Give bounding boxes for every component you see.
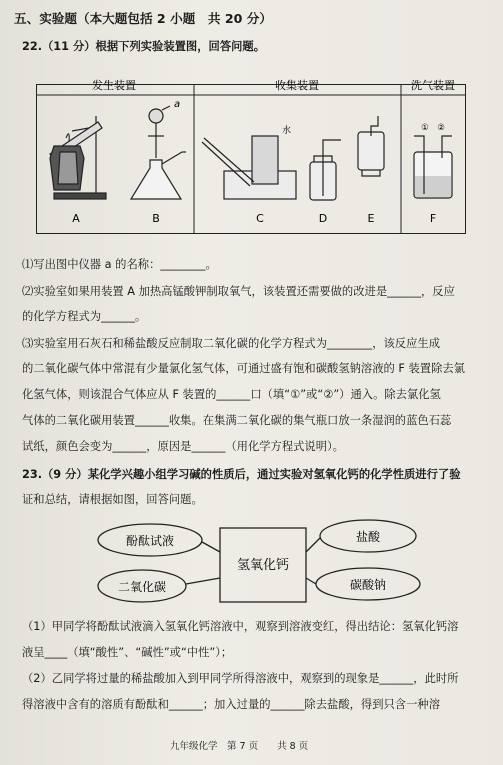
calcium-hydroxide-diagram xyxy=(96,516,426,612)
label-C: C xyxy=(256,212,264,225)
label-a-pointer: a xyxy=(174,99,181,110)
apparatus-a xyxy=(50,116,106,199)
q23-sub-line-4: 得溶液中含有的溶质有酚酞和______；加入过量的______除去盐酸，得到只含一种溶 xyxy=(22,698,440,711)
q22-line-1: ⑴写出图中仪器 a 的名称：________。 xyxy=(22,258,217,271)
q23-line-1: 23.（9 分）某化学兴趣小组学习碱的性质后，通过实验对氢氧化钙的化学性质进行了验 xyxy=(22,468,461,481)
q22-line-6: 化氢气体，则该混合气体应从 F 装置的______口（填“①”或“②”）通入。除去氯化氢 xyxy=(22,388,441,401)
port-labels: ① ② xyxy=(421,123,445,133)
apparatus-d xyxy=(310,140,341,200)
apparatus-figure xyxy=(36,76,466,234)
label-D: D xyxy=(318,212,328,225)
apparatus-b xyxy=(131,106,186,199)
group-label-collection: 收集装置 xyxy=(275,79,319,92)
apparatus-c xyxy=(202,136,296,199)
label-calcium-hydroxide: 氢氧化钙 xyxy=(236,558,290,573)
label-phenolphthalein: 酚酞试液 xyxy=(125,534,175,548)
q23-line-2: 证和总结，请根据如图，回答问题。 xyxy=(22,493,203,506)
label-sodium-carbonate: 碳酸钠 xyxy=(349,578,387,592)
label-E: E xyxy=(367,212,375,225)
group-label-generation: 发生装置 xyxy=(92,79,136,92)
group-label-washing: 洗气装置 xyxy=(411,79,455,92)
q22-line-8: 试纸，颜色会变为______，原因是______（用化学方程式说明）。 xyxy=(22,440,344,453)
q23-sub-line-2: 液呈____（填“酸性”、“碱性”或“中性”）； xyxy=(22,646,233,659)
label-A: A xyxy=(72,212,80,225)
q22-line-5: 的二氧化碳气体中常混有少量氯化氢气体，可通过盛有饱和碳酸氢钠溶液的 F 装置除去氯 xyxy=(22,362,465,375)
q22-line-4: ⑶实验室用石灰石和稀盐酸反应制取二氧化碳的化学方程式为________，该反应生成 xyxy=(22,337,440,350)
label-carbon-dioxide: 二氧化碳 xyxy=(117,580,167,594)
q23-sub-line-3: （2）乙同学将过量的稀盐酸加入到甲同学所得溶液中，观察到的现象是______，此时所 xyxy=(22,672,459,685)
label-hydrochloric-acid: 盐酸 xyxy=(355,530,381,544)
separatory-funnel-bulb xyxy=(149,109,163,123)
q23-sub-line-1: （1）甲同学将酚酞试液滴入氢氧化钙溶液中，观察到溶液变红，得出结论：氢氧化钙溶 xyxy=(22,620,459,633)
question-22-intro: 22.（11 分）根据下列实验装置图，回答问题。 xyxy=(22,40,266,53)
label-F: F xyxy=(429,212,437,225)
apparatus-f xyxy=(414,136,452,198)
page-footer: 九年级化学 第 7 页 共 8 页 xyxy=(170,741,309,752)
section-title: 五、实验题（本大题包括 2 小题 共 20 分） xyxy=(14,11,272,26)
apparatus-e xyxy=(358,116,384,176)
q22-line-7: 气体的二氧化碳用装置______收集。在集满二氧化碳的集气瓶口放一条湿润的蓝色石蕊 xyxy=(22,414,452,427)
label-B: B xyxy=(152,212,160,225)
q22-line-3: 的化学方程式为______。 xyxy=(22,310,147,323)
label-water: 水 xyxy=(282,126,292,136)
q22-line-2: ⑵实验室如果用装置 A 加热高锰酸钾制取氧气，该装置还需要做的改进是______，反应 xyxy=(22,285,455,298)
